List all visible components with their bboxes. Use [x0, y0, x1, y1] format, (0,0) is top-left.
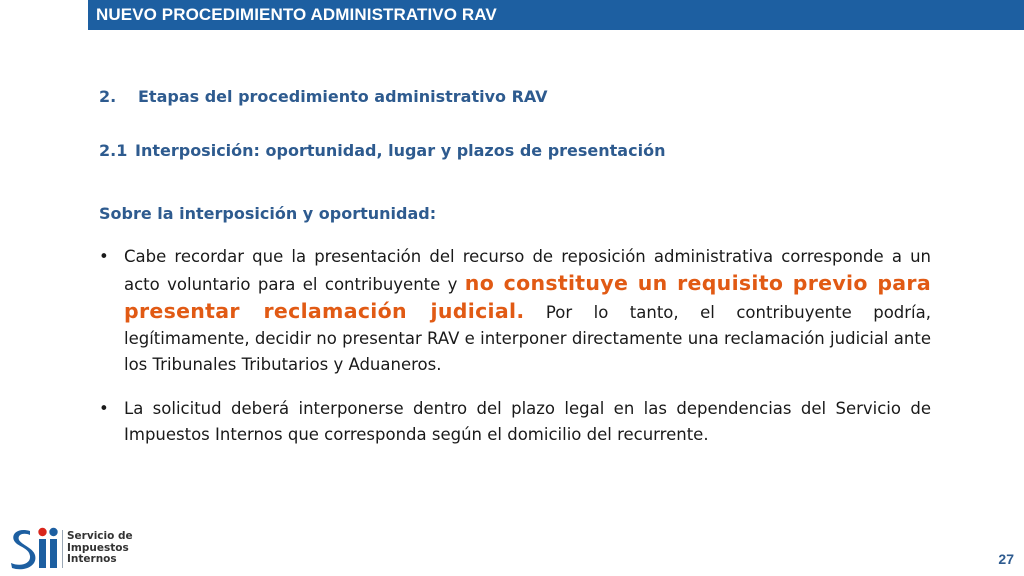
logo-text-line1: Servicio de — [67, 530, 133, 542]
subheading: Sobre la interposición y oportunidad: — [99, 204, 437, 223]
page-number: 27 — [998, 551, 1014, 567]
section-heading — [99, 87, 548, 106]
bullet-text: La solicitud deberá interponerse dentro del plazo legal en las dependencias del Servicio de Impuestos Internos que corresponda según el domicilio del recurrente. — [124, 399, 931, 444]
slide-title: NUEVO PROCEDIMIENTO ADMINISTRATIVO RAV — [96, 5, 497, 24]
logo-text-line3: Internos — [67, 553, 117, 565]
subsection-heading — [99, 141, 665, 160]
bullet-item-2 — [99, 396, 931, 448]
bullet-item-1 — [99, 244, 931, 378]
logo-i1-dot — [38, 528, 46, 536]
logo-text-line2: Impuestos — [67, 541, 129, 554]
section-title: Etapas del procedimiento administrativo RAV — [138, 87, 548, 106]
subsection-title: Interposición: oportunidad, lugar y plazos de presentación — [135, 141, 666, 160]
section-number: 2. — [99, 87, 117, 106]
logo-i2-stem — [50, 539, 57, 568]
logo-i2-dot — [49, 528, 57, 536]
bullet-mark: • — [99, 399, 109, 418]
logo-s-shape — [11, 530, 35, 569]
logo-text — [67, 531, 133, 566]
logo-i1-stem — [39, 539, 46, 568]
subsection-number: 2.1 — [99, 141, 128, 160]
bullet-list — [99, 244, 931, 466]
bullet-text-before: Cabe recordar que la presentación del recurso de reposición administrativa corresponde a un acto voluntario para el contribuyente y — [124, 247, 931, 294]
logo-separator — [62, 530, 63, 568]
emphasis-text: no constituye un requisito previo para presentar reclamación judicial. — [124, 271, 931, 323]
bullet-text-after: Por lo tanto, el contribuyente podría, legítimamente, decidir no presentar RAV e interponer directamente una reclamación judicial ante los Tribunales Tributarios y Aduaneros. — [124, 303, 931, 374]
bullet-mark: • — [99, 247, 109, 266]
